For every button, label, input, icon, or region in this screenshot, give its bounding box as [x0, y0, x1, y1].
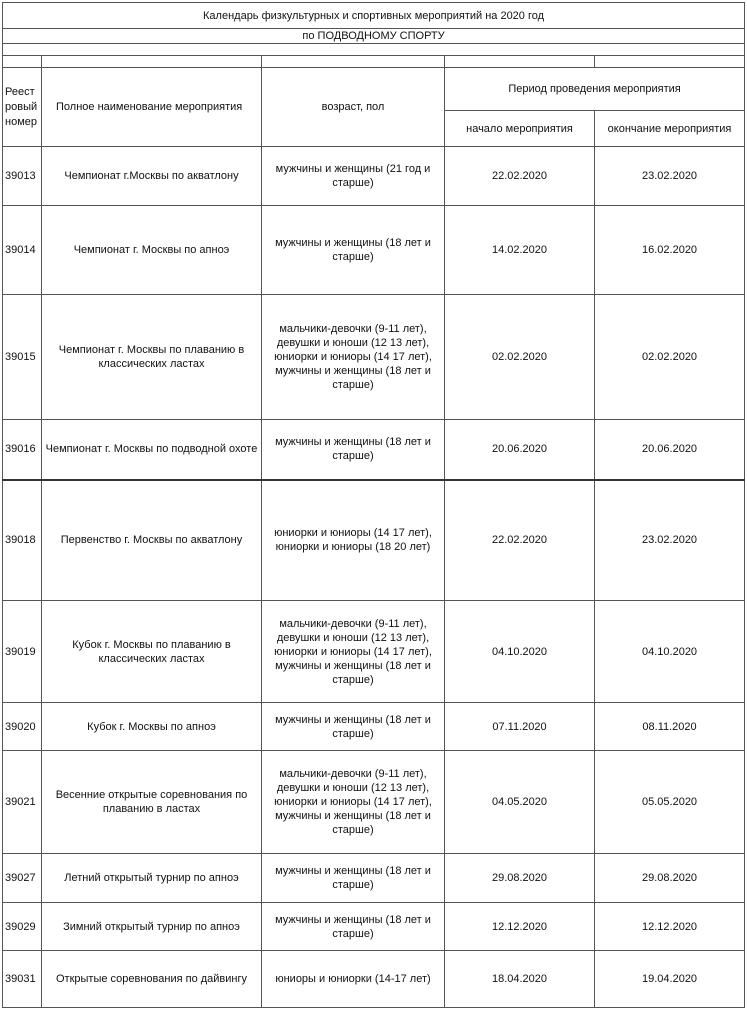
event-age: мальчики-девочки (9-11 лет), девушки и юноши (12 13 лет), юниорки и юниоры (14 17 лет), мужчины и женщины (18 лет и старше): [262, 601, 445, 703]
event-name: Чемпионат г. Москвы по плаванию в классических ластах: [42, 295, 262, 420]
event-start: 18.04.2020: [445, 951, 595, 1008]
document-title: Календарь физкультурных и спортивных мероприятий на 2020 год: [3, 3, 745, 29]
event-end: 16.02.2020: [595, 206, 745, 295]
event-end: 04.10.2020: [595, 601, 745, 703]
header-row-1: [3, 68, 745, 111]
blank-cell: [262, 56, 445, 68]
event-name: Открытые соревнования по дайвингу: [42, 951, 262, 1008]
registry-number: 39013: [3, 147, 42, 206]
event-age: юниоры и юниорки (14-17 лет): [262, 951, 445, 1008]
registry-number: 39027: [3, 854, 42, 903]
event-start: 02.02.2020: [445, 295, 595, 420]
event-start: 04.05.2020: [445, 751, 595, 854]
event-start: 07.11.2020: [445, 703, 595, 751]
event-name: Чемпионат г.Москвы по акватлону: [42, 147, 262, 206]
registry-number: 39020: [3, 703, 42, 751]
event-age: мужчины и женщины (18 лет и старше): [262, 854, 445, 903]
event-end: 23.02.2020: [595, 480, 745, 601]
event-start: 22.02.2020: [445, 480, 595, 601]
event-end: 23.02.2020: [595, 147, 745, 206]
blank-cell: [595, 56, 745, 68]
event-name: Весенние открытые соревнования по плаванию в ластах: [42, 751, 262, 854]
event-age: мужчины и женщины (18 лет и старше): [262, 420, 445, 480]
end-header: окончание мероприятия: [595, 111, 745, 147]
table-row: [3, 206, 745, 295]
event-start: 22.02.2020: [445, 147, 595, 206]
event-end: 05.05.2020: [595, 751, 745, 854]
blank-cell: [445, 56, 595, 68]
registry-number: 39029: [3, 903, 42, 951]
event-age: мужчины и женщины (18 лет и старше): [262, 703, 445, 751]
event-name: Зимний открытый турнир по апноэ: [42, 903, 262, 951]
blank-row-2: [3, 56, 745, 68]
blank-cell: [3, 44, 745, 56]
table-row: [3, 601, 745, 703]
start-header: начало мероприятия: [445, 111, 595, 147]
registry-header: Реест ровый номер: [3, 68, 42, 147]
table-row: [3, 703, 745, 751]
registry-number: 39018: [3, 480, 42, 601]
event-name: Первенство г. Москвы по акватлону: [42, 480, 262, 601]
table-row: [3, 420, 745, 480]
event-end: 08.11.2020: [595, 703, 745, 751]
name-header: Полное наименование мероприятия: [42, 68, 262, 147]
sport-subtitle: по ПОДВОДНОМУ СПОРТУ: [3, 29, 745, 44]
event-start: 20.06.2020: [445, 420, 595, 480]
event-name: Чемпионат г. Москвы по подводной охоте: [42, 420, 262, 480]
table-row: [3, 480, 745, 601]
blank-cell: [42, 56, 262, 68]
registry-number: 39015: [3, 295, 42, 420]
event-end: 20.06.2020: [595, 420, 745, 480]
event-start: 12.12.2020: [445, 903, 595, 951]
event-start: 29.08.2020: [445, 854, 595, 903]
registry-number: 39021: [3, 751, 42, 854]
event-age: мальчики-девочки (9-11 лет), девушки и юноши (12 13 лет), юниорки и юниоры (14 17 лет), мужчины и женщины (18 лет и старше): [262, 295, 445, 420]
blank-cell: [3, 56, 42, 68]
event-end: 29.08.2020: [595, 854, 745, 903]
registry-number: 39031: [3, 951, 42, 1008]
event-age: мужчины и женщины (18 лет и старше): [262, 903, 445, 951]
event-age: мальчики-девочки (9-11 лет), девушки и юноши (12 13 лет), юниорки и юниоры (14 17 лет), мужчины и женщины (18 лет и старше): [262, 751, 445, 854]
calendar-sheet: [2, 2, 744, 1008]
table-row: [3, 295, 745, 420]
table-row: [3, 147, 745, 206]
age-header: возраст, пол: [262, 68, 445, 147]
event-name: Летний открытый турнир по апноэ: [42, 854, 262, 903]
event-start: 14.02.2020: [445, 206, 595, 295]
registry-number: 39016: [3, 420, 42, 480]
event-end: 02.02.2020: [595, 295, 745, 420]
blank-row-1: [3, 44, 745, 56]
registry-number: 39014: [3, 206, 42, 295]
event-name: Кубок г. Москвы по апноэ: [42, 703, 262, 751]
subtitle-row: [3, 29, 745, 44]
event-age: юниорки и юниоры (14 17 лет), юниорки и юниоры (18 20 лет): [262, 480, 445, 601]
event-start: 04.10.2020: [445, 601, 595, 703]
registry-number: 39019: [3, 601, 42, 703]
period-header: Период проведения мероприятия: [445, 68, 745, 111]
event-end: 12.12.2020: [595, 903, 745, 951]
event-age: мужчины и женщины (18 лет и старше): [262, 206, 445, 295]
title-row: [3, 3, 745, 29]
table-row: [3, 951, 745, 1008]
table-row: [3, 854, 745, 903]
event-name: Чемпионат г. Москвы по апноэ: [42, 206, 262, 295]
table-row: [3, 903, 745, 951]
event-name: Кубок г. Москвы по плаванию в классических ластах: [42, 601, 262, 703]
events-table: [2, 2, 745, 1008]
event-age: мужчины и женщины (21 год и старше): [262, 147, 445, 206]
event-end: 19.04.2020: [595, 951, 745, 1008]
table-row: [3, 751, 745, 854]
